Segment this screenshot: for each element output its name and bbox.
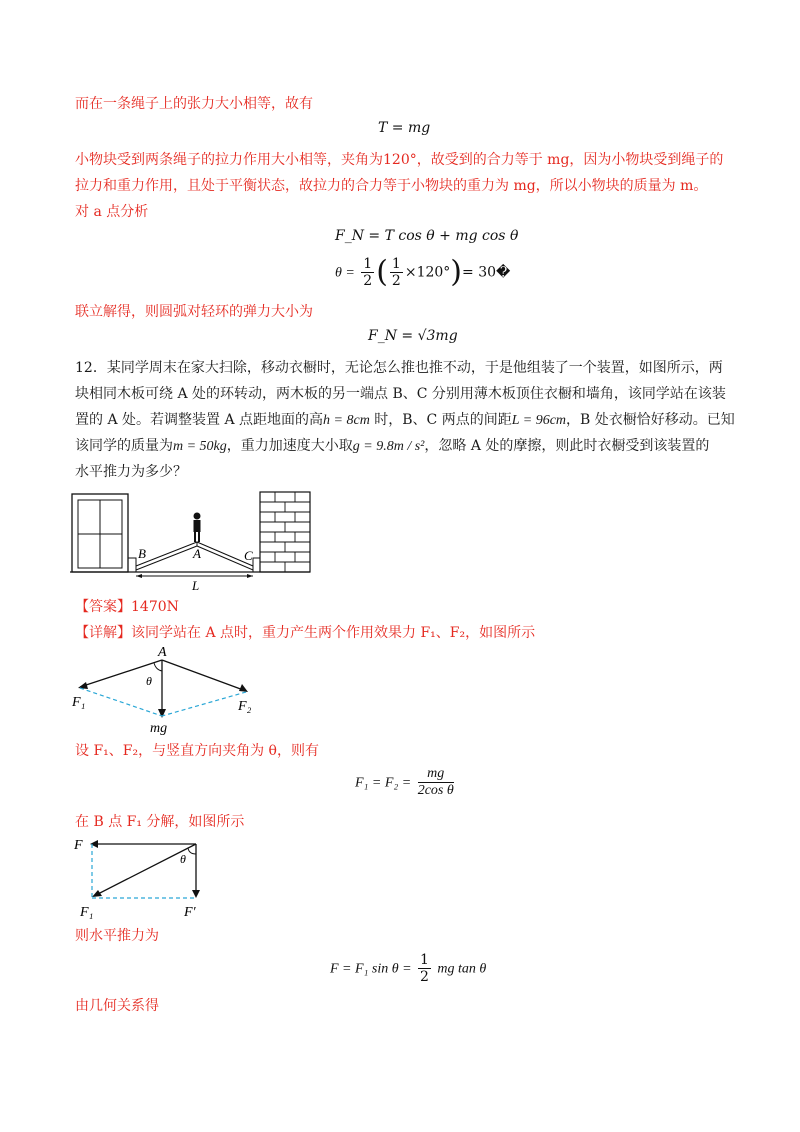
eq-theta-inner: ×120°: [404, 264, 451, 281]
equation-f1-f2: [355, 766, 456, 799]
eq-horiz-den: 2: [420, 969, 429, 985]
question-line-5: 水平推力为多少？: [75, 464, 187, 480]
label-fprime: F′: [184, 905, 196, 920]
q4-part-c: ，重力加速度大小取: [226, 438, 353, 454]
text-line-4: 对 a 点分析: [75, 204, 149, 220]
q4-part-e: ，忽略 A 处的摩擦，则此时衣橱受到该装置的: [424, 438, 710, 454]
theta-arc: [154, 663, 162, 671]
eq-theta-frac-outer: [361, 256, 374, 289]
label-b: B: [138, 546, 146, 561]
eq-horiz-num: 1: [420, 952, 429, 968]
theta-arc-b: [188, 848, 196, 854]
eq-theta-outer-den: 2: [363, 273, 373, 289]
label-theta-b: θ: [180, 852, 186, 866]
mg-arrowhead: [158, 709, 166, 718]
block-c: [253, 558, 260, 572]
q4-part-a: 该同学的质量为: [75, 438, 173, 454]
force-diagram: [70, 644, 270, 736]
eq-f1f2-frac: [418, 766, 454, 799]
f-arrowhead: [90, 840, 98, 848]
label-c: C: [244, 548, 253, 563]
wall-bricks: [260, 492, 310, 572]
eq-horiz-rhs: mg tan θ: [437, 961, 487, 977]
eq-theta-lhs: θ =: [335, 265, 355, 281]
equation-normal-force: F_N = T cos θ + mg cos θ: [335, 228, 519, 244]
eq-horiz-frac: [418, 952, 431, 985]
q4-gravity-value: g = 9.8m / s²: [352, 439, 425, 454]
detail-line: 【详解】该同学站在 A 点时，重力产生两个作用效果力 F₁、F₂，如图所示: [75, 625, 536, 641]
length-arrow-right-head: [247, 574, 253, 578]
dashed-right: [162, 692, 246, 716]
equation-tension: T = mg: [378, 120, 431, 136]
f1-diagonal-head: [92, 890, 102, 897]
b-decomposition-diagram: [70, 832, 220, 924]
label-f1-b: F₁: [80, 905, 94, 920]
eq-f1f2-lhs: F₁ = F₂ =: [355, 775, 412, 791]
equation-normal-result: F_N = √3mg: [368, 328, 458, 344]
text-line-3: 拉力和重力作用，且处于平衡状态，故拉力的合力等于小物块的重力为 mg，所以小物块的质量为 m。: [75, 178, 708, 194]
block-b: [128, 558, 136, 572]
q3-height-value: h = 8cm: [323, 413, 370, 428]
answer-line: 【答案】1470N: [75, 599, 179, 615]
set-line: 设 F₁、F₂，与竖直方向夹角为 θ，则有: [75, 743, 319, 759]
f1-arrowhead: [78, 682, 88, 689]
geom-line: 由几何关系得: [75, 998, 159, 1014]
equation-horizontal-force: [330, 952, 486, 985]
text-line-1: 而在一条绳子上的张力大小相等，故有: [75, 96, 313, 112]
eq-theta-outer-num: 1: [363, 256, 373, 272]
bpoint-line: 在 B 点 F₁ 分解，如图所示: [75, 814, 245, 830]
question-line-2: 块相同木板可绕 A 处的环转动，两木板的另一端点 B、C 分别用薄木板顶住衣橱和墙角，该同学站在该装: [75, 386, 726, 402]
question-line-1: 12．某同学周末在家大扫除，移动衣橱时，无论怎么推也推不动，于是他组装了一个装置，如图所示，两: [75, 360, 723, 376]
eq-theta-inner-num: 1: [391, 256, 401, 272]
eq-theta-rparen: ): [450, 254, 463, 290]
equation-theta: [335, 256, 510, 289]
q3-distance-value: L = 96cm: [511, 413, 567, 428]
label-a-force: A: [158, 645, 167, 660]
eq-theta-lparen: (: [376, 254, 388, 290]
text-line-5: 联立解得，则圆弧对轻环的弹力大小为: [75, 304, 313, 320]
eq-theta-inner-den: 2: [391, 273, 401, 289]
eq-horiz-lhs: F = F₁ sin θ =: [330, 961, 412, 977]
eq-theta-rhs: = 30�: [462, 264, 511, 281]
eq-f1f2-num: mg: [418, 766, 454, 783]
setup-diagram: [70, 488, 320, 592]
label-mg: mg: [150, 721, 168, 736]
length-arrow-left-head: [136, 574, 142, 578]
label-theta: θ: [146, 674, 152, 688]
label-f2: F₂: [238, 699, 252, 714]
text-line-2: 小物块受到两条绳子的拉力作用大小相等，夹角为120°，故受到的合力等于 mg，因为小物块受到绳子的: [75, 152, 724, 168]
q3-part-e: ，B 处衣橱恰好移动。已知: [566, 412, 735, 428]
person-head: [194, 513, 201, 520]
f2-arrowhead: [239, 684, 248, 692]
label-f1: F₁: [72, 695, 86, 710]
horiz-line: 则水平推力为: [75, 928, 159, 944]
q4-mass-value: m = 50kg: [173, 439, 227, 454]
q3-part-a: 置的 A 处。若调整装置 A 点距地面的高: [75, 412, 324, 428]
fprime-arrowhead: [192, 890, 200, 898]
label-l: L: [192, 578, 200, 592]
person-body: [194, 520, 201, 532]
label-a: A: [193, 546, 201, 561]
f2-arrow: [162, 660, 246, 691]
q3-part-c: 时，B、C 两点的间距: [369, 412, 512, 428]
question-line-4: [75, 436, 709, 457]
eq-theta-frac-inner: [390, 256, 403, 289]
question-line-3: [75, 410, 735, 431]
dashed-left: [80, 688, 162, 716]
eq-f1f2-den: 2cos θ: [417, 783, 454, 798]
label-f: F: [74, 838, 83, 853]
